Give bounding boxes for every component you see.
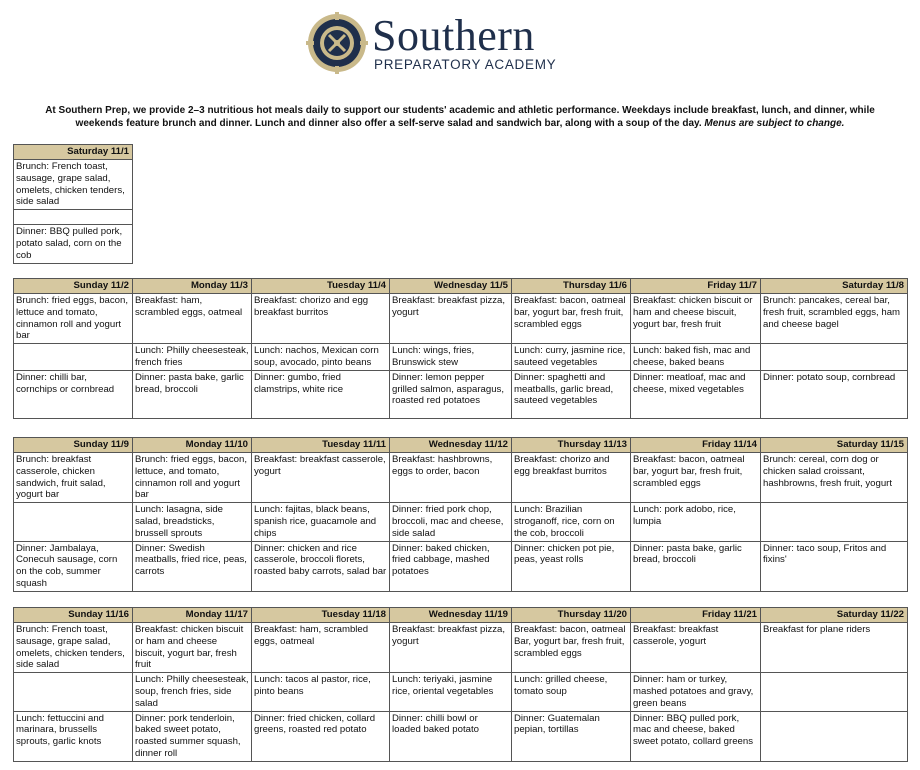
week1-table [13,278,908,419]
menu-cell: Dinner: Swedish meatballs, fried rice, peas, carrots [133,541,252,591]
menu-cell: Brunch: French toast, sausage, grape salad, omelets, chicken tenders, side salad [14,160,133,210]
day-header: Thursday 11/20 [512,608,631,623]
menu-cell: Breakfast: bacon, oatmeal bar, yogurt bar, fresh fruit, scrambled eggs [512,294,631,344]
day-header: Thursday 11/6 [512,279,631,294]
menu-cell: Dinner: taco soup, Fritos and fixins' [761,541,908,591]
menu-cell [761,503,908,541]
menu-cell: Dinner: pork tenderloin, baked sweet potato, roasted summer squash, dinner roll [133,711,252,761]
menu-cell: Dinner: Jambalaya, Conecuh sausage, corn on the cob, summer squash [14,541,133,591]
menu-cell: Lunch: nachos, Mexican corn soup, avocado, pinto beans [252,344,390,371]
menu-cell: Breakfast: chorizo and egg breakfast burritos [512,453,631,503]
menu-cell: Dinner: chicken and rice casserole, broccoli florets, roasted baby carrots, salad bar [252,541,390,591]
day-header: Sunday 11/16 [14,608,133,623]
day-header: Saturday 11/8 [761,279,908,294]
day-header: Sunday 11/9 [14,438,133,453]
week0-table [13,144,133,264]
menu-cell: Lunch: pork adobo, rice, lumpia [631,503,761,541]
week2-table [13,437,908,592]
menu-cell: Dinner: BBQ pulled pork, mac and cheese, baked sweet potato, collard greens [631,711,761,761]
menu-cell: Dinner: BBQ pulled pork, potato salad, corn on the cob [14,225,133,264]
menu-cell: Dinner: pasta bake, garlic bread, broccoli [631,541,761,591]
menu-cell: Breakfast: bacon, oatmeal Bar, yogurt bar, fresh fruit, scrambled eggs [512,623,631,673]
day-header: Thursday 11/13 [512,438,631,453]
menu-cell: Lunch: fettuccini and marinara, brussells sprouts, garlic knots [14,711,133,761]
day-header: Saturday 11/22 [761,608,908,623]
menu-cell: Breakfast: breakfast casserole, yogurt [631,623,761,673]
intro-paragraph [20,104,900,130]
menu-cell [14,503,133,541]
menu-cell [761,673,908,711]
menu-cell: Lunch: fajitas, black beans, spanish rice, guacamole and chips [252,503,390,541]
menu-cell: Lunch: wings, fries, Brunswick stew [390,344,512,371]
day-header: Wednesday 11/12 [390,438,512,453]
menu-cell [14,344,133,371]
menu-cell: Brunch: breakfast casserole, chicken sandwich, fruit salad, yogurt bar [14,453,133,503]
menu-cell: Dinner: chilli bar, cornchips or cornbread [14,370,133,418]
menu-cell: Breakfast: breakfast casserole, yogurt [252,453,390,503]
menu-cell: Dinner: ham or turkey, mashed potatoes and gravy, green beans [631,673,761,711]
menu-cell: Lunch: lasagna, side salad, breadsticks, brussell sprouts [133,503,252,541]
compass-logo-icon [306,12,368,74]
menu-cell: Breakfast: ham, scrambled eggs, oatmeal [133,294,252,344]
menu-cell: Dinner: fried chicken, collard greens, roasted red potato [252,711,390,761]
day-header: Friday 11/7 [631,279,761,294]
menu-cell [761,711,908,761]
menu-cell: Lunch: Brazilian stroganoff, rice, corn on the cob, broccoli [512,503,631,541]
day-header: Wednesday 11/5 [390,279,512,294]
menu-cell [761,344,908,371]
menu-cell: Brunch: cereal, corn dog or chicken salad croissant, hashbrowns, fresh fruit, yogurt [761,453,908,503]
intro-text: At Southern Prep, we provide 2–3 nutritious hot meals daily to support our students' academic and athletic performance. Weekdays include breakfast, lunch, and dinner, while weekends feature brunch and dinner. Lunch and dinner also offer a self-serve salad and sandwich bar, along with a soup of the day. [45,105,875,129]
menu-cell: Brunch: French toast, sausage, grape salad, omelets, chicken tenders, side salad [14,623,133,673]
day-header: Friday 11/14 [631,438,761,453]
menu-cell: Breakfast: bacon, oatmeal bar, yogurt bar, fresh fruit, scrambled eggs [631,453,761,503]
menu-cell: Breakfast: breakfast pizza, yogurt [390,294,512,344]
day-header: Tuesday 11/18 [252,608,390,623]
menu-cell: Breakfast: chicken biscuit or ham and cheese biscuit, yogurt bar, fresh fruit [133,623,252,673]
menu-cell: Brunch: fried eggs, bacon, lettuce and tomato, cinnamon roll and yogurt bar [14,294,133,344]
menu-cell: Dinner: lemon pepper grilled salmon, asparagus, roasted red potatoes [390,370,512,418]
day-header: Friday 11/21 [631,608,761,623]
day-header: Monday 11/3 [133,279,252,294]
day-header: Tuesday 11/4 [252,279,390,294]
menu-cell: Lunch: Philly cheesesteak, french fries [133,344,252,371]
day-header: Sunday 11/2 [14,279,133,294]
menu-cell: Brunch: fried eggs, bacon, lettuce, and tomato, cinnamon roll and yogurt bar [133,453,252,503]
menu-cell: Breakfast: hashbrowns, eggs to order, bacon [390,453,512,503]
menu-cell: Lunch: baked fish, mac and cheese, baked beans [631,344,761,371]
menu-cell: Dinner: baked chicken, fried cabbage, mashed potatoes [390,541,512,591]
menu-cell: Brunch: pancakes, cereal bar, fresh fruit, scrambled eggs, ham and cheese bagel [761,294,908,344]
logo-subtitle: PREPARATORY ACADEMY [374,57,557,72]
menu-cell [14,210,133,225]
menu-cell: Lunch: teriyaki, jasmine rice, oriental vegetables [390,673,512,711]
menu-cell [14,673,133,711]
menu-cell: Breakfast: ham, scrambled eggs, oatmeal [252,623,390,673]
menu-cell: Dinner: spaghetti and meatballs, garlic bread, sauteed vegetables [512,370,631,418]
logo-title: Southern [372,11,535,60]
day-header: Saturday 11/1 [14,145,133,160]
menu-cell: Breakfast: chicken biscuit or ham and cheese biscuit, yogurt bar, fresh fruit [631,294,761,344]
day-header: Tuesday 11/11 [252,438,390,453]
intro-note: Menus are subject to change. [704,118,845,129]
menu-cell: Dinner: meatloaf, mac and cheese, mixed vegetables [631,370,761,418]
menu-cell: Breakfast: breakfast pizza, yogurt [390,623,512,673]
menu-cell: Dinner: Guatemalan pepian, tortillas [512,711,631,761]
menu-cell: Lunch: curry, jasmine rice, sauteed vegetables [512,344,631,371]
menu-cell: Dinner: fried pork chop, broccoli, mac and cheese, side salad [390,503,512,541]
menu-cell: Breakfast: chorizo and egg breakfast burritos [252,294,390,344]
menu-cell: Lunch: tacos al pastor, rice, pinto beans [252,673,390,711]
menu-cell: Dinner: chicken pot pie, peas, yeast rolls [512,541,631,591]
menu-cell: Dinner: potato soup, cornbread [761,370,908,418]
menu-cell: Breakfast for plane riders [761,623,908,673]
menu-cell: Dinner: chilli bowl or loaded baked potato [390,711,512,761]
header [0,10,920,76]
week3-table [13,607,908,762]
day-header: Saturday 11/15 [761,438,908,453]
menu-cell: Lunch: Philly cheesesteak, soup, french fries, side salad [133,673,252,711]
day-header: Wednesday 11/19 [390,608,512,623]
menu-cell: Dinner: gumbo, fried clamstrips, white rice [252,370,390,418]
menu-cell: Dinner: pasta bake, garlic bread, broccoli [133,370,252,418]
day-header: Monday 11/10 [133,438,252,453]
menu-cell: Lunch: grilled cheese, tomato soup [512,673,631,711]
day-header: Monday 11/17 [133,608,252,623]
